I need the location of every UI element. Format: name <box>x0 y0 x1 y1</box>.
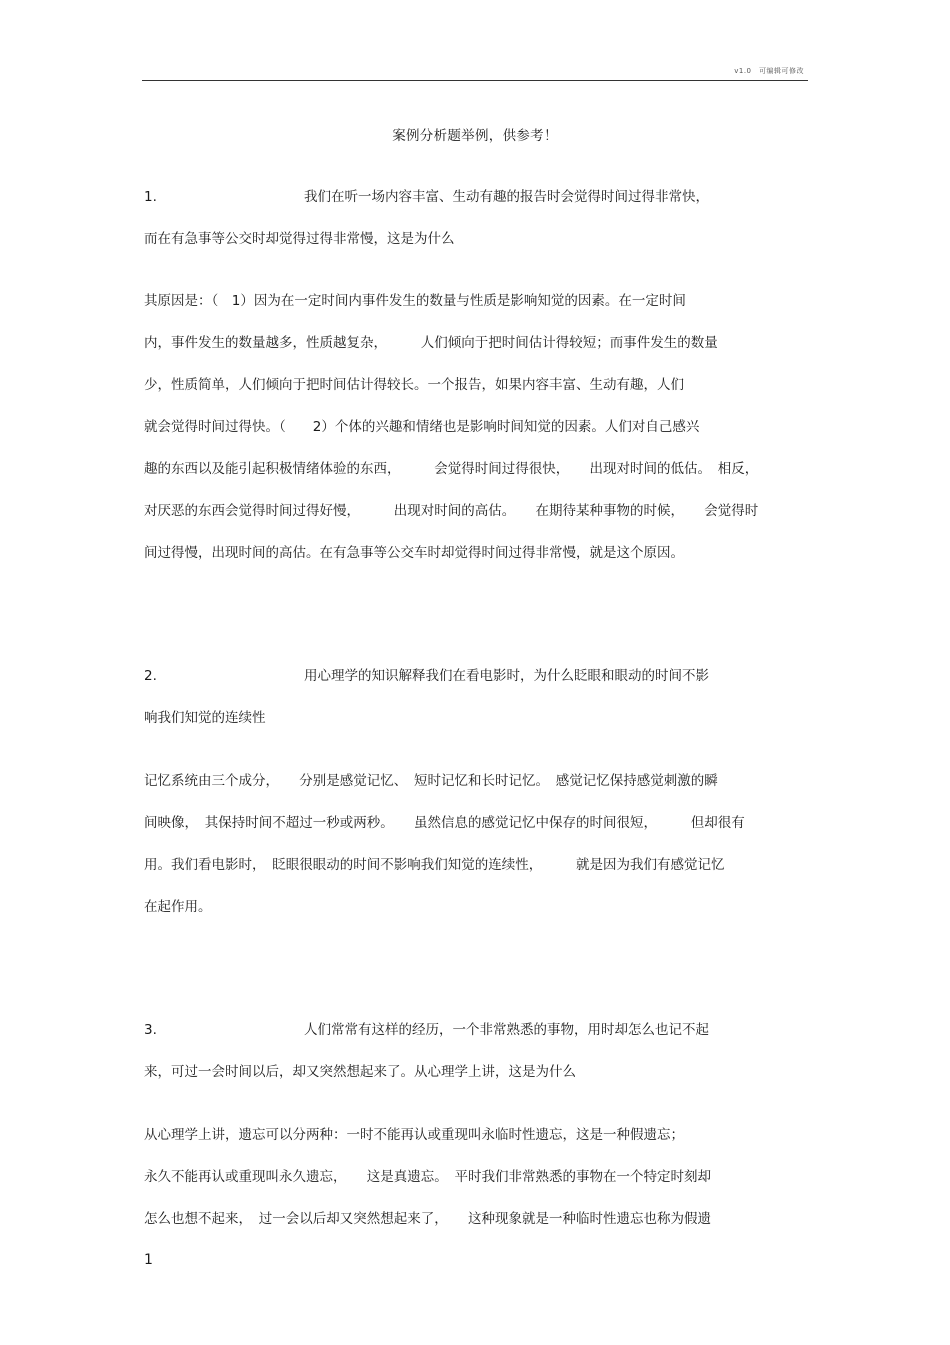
document-title: 案例分析题举例，供参考！ <box>392 128 558 144</box>
question-3-text: 人们常常有这样的经历，一个非常熟悉的事物，用时却怎么也记不起 <box>304 1022 709 1038</box>
answer-1-line: 趣的东西以及能引起积极情绪体验的东西， 会觉得时间过得很快， 出现对时间的低估。 相反， <box>144 461 759 477</box>
answer-1-line: 对厌恶的东西会觉得时间过得好慢， 出现对时间的高估。 在期待某种事物的时候， 会觉得时 <box>144 503 759 519</box>
answer-1-line: 内，事件发生的数量越多，性质越复杂， 人们倾向于把时间估计得较短；而事件发生的数量 <box>144 335 718 351</box>
question-1-text-cont: 而在有急事等公交时却觉得过得非常慢，这是为什么 <box>144 231 455 247</box>
answer-1-line: 就会觉得时间过得快。（ 2）个体的兴趣和情绪也是影响时间知觉的因素。人们对自己感兴 <box>144 419 700 435</box>
version-mark: v1.0 可编辑可修改 <box>734 67 804 75</box>
page-number: 1 <box>144 1252 153 1268</box>
answer-3-line: 从心理学上讲，遗忘可以分两种：一时不能再认或重现叫永临时性遗忘，这是一种假遗忘； <box>144 1127 684 1143</box>
question-1-text: 我们在听一场内容丰富、生动有趣的报告时会觉得时间过得非常快， <box>304 189 709 205</box>
answer-1-line: 其原因是：（ 1）因为在一定时间内事件发生的数量与性质是影响知觉的因素。在一定时间 <box>144 293 686 309</box>
answer-3-line: 永久不能再认或重现叫永久遗忘， 这是真遗忘。 平时我们非常熟悉的事物在一个特定时刻却 <box>144 1169 711 1185</box>
question-3-text-cont: 来，可过一会时间以后，却又突然想起来了。从心理学上讲，这是为什么 <box>144 1064 576 1080</box>
question-2-number: 2. <box>144 668 157 684</box>
header-rule <box>142 80 808 81</box>
answer-1-line: 间过得慢，出现时间的高估。在有急事等公交车时却觉得时间过得非常慢，就是这个原因。 <box>144 545 684 561</box>
answer-2-line: 在起作用。 <box>144 899 212 915</box>
question-2-text: 用心理学的知识解释我们在看电影时，为什么眨眼和眼动的时间不影 <box>304 668 709 684</box>
question-3-number: 3. <box>144 1022 157 1038</box>
answer-2-line: 记忆系统由三个成分， 分别是感觉记忆、 短时记忆和长时记忆。 感觉记忆保持感觉刺激的瞬 <box>144 773 718 789</box>
answer-2-line: 间映像， 其保持时间不超过一秒或两秒。 虽然信息的感觉记忆中保存的时间很短， 但却很有 <box>144 815 745 831</box>
question-2-text-cont: 响我们知觉的连续性 <box>144 710 266 726</box>
answer-1-line: 少，性质简单，人们倾向于把时间估计得较长。一个报告，如果内容丰富、生动有趣，人们 <box>144 377 684 393</box>
answer-3-line: 怎么也想不起来， 过一会以后却又突然想起来了， 这种现象就是一种临时性遗忘也称为假遗 <box>144 1211 711 1227</box>
answer-2-line: 用。我们看电影时， 眨眼很眼动的时间不影响我们知觉的连续性， 就是因为我们有感觉记忆 <box>144 857 725 873</box>
question-1-number: 1. <box>144 189 157 205</box>
